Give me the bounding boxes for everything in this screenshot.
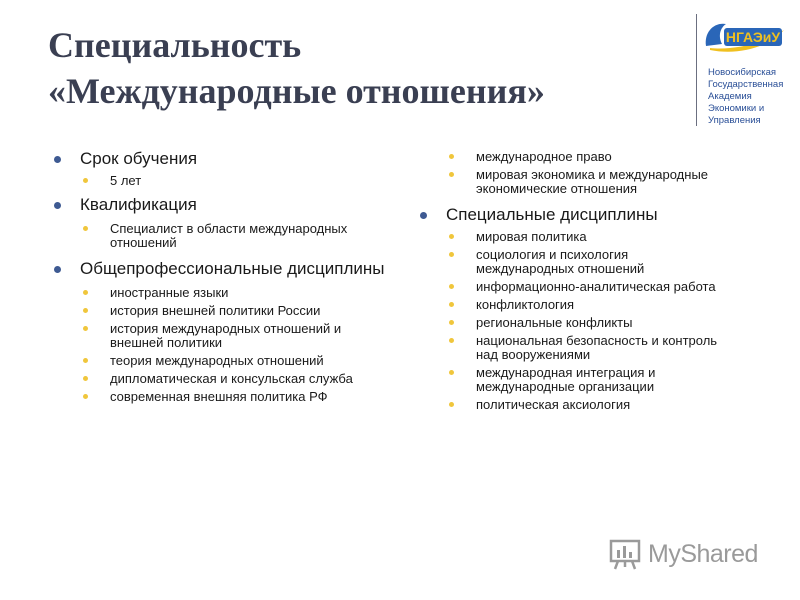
bullet-icon xyxy=(83,290,88,295)
slide-title-line-1: Специальность xyxy=(48,25,302,65)
section-study-duration xyxy=(54,150,394,168)
presentation-board-icon xyxy=(608,536,644,572)
section-special-disciplines xyxy=(420,206,720,224)
list-item xyxy=(420,366,720,394)
list-item-text: международное право xyxy=(476,149,612,164)
bullet-icon xyxy=(420,212,427,219)
bullet-icon xyxy=(83,178,88,183)
slide-title xyxy=(48,22,545,114)
list-item-text: мировая политика xyxy=(476,229,587,244)
bullet-icon xyxy=(83,394,88,399)
list-item xyxy=(420,398,720,412)
org-line: Государственная xyxy=(708,79,784,90)
org-line: Управления xyxy=(708,115,761,126)
list-item xyxy=(420,230,720,244)
list-item xyxy=(420,280,720,294)
bullet-icon xyxy=(449,172,454,177)
list-item xyxy=(420,298,720,312)
bullet-icon xyxy=(449,154,454,159)
svg-text:НГАЭиУ: НГАЭиУ xyxy=(725,29,781,45)
bullet-icon xyxy=(449,252,454,257)
org-line: Новосибирская xyxy=(708,67,776,78)
list-item-text: история международных отношений и внешней политики xyxy=(110,321,342,350)
list-item xyxy=(54,354,394,368)
section-label: Срок обучения xyxy=(80,149,198,168)
list-item-text: Специалист в области международных отношений xyxy=(110,221,348,250)
myshared-watermark xyxy=(608,536,768,572)
section-qualification xyxy=(54,196,394,214)
list-item xyxy=(54,222,394,250)
list-item-text: 5 лет xyxy=(110,173,142,188)
bullet-icon xyxy=(54,202,61,209)
list-item xyxy=(420,168,720,196)
bullet-icon xyxy=(449,302,454,307)
list-item xyxy=(54,372,394,386)
left-column xyxy=(54,150,394,408)
bullet-icon xyxy=(449,234,454,239)
bullet-icon xyxy=(449,284,454,289)
header-divider xyxy=(696,14,697,126)
list-item-text: история внешней политики России xyxy=(110,303,321,318)
org-line: Экономики и xyxy=(708,103,765,114)
bullet-icon xyxy=(54,156,61,163)
list-item-text: дипломатическая и консульская служба xyxy=(110,371,353,386)
bullet-icon xyxy=(83,326,88,331)
list-item-text: региональные конфликты xyxy=(476,315,633,330)
bullet-icon xyxy=(54,266,61,273)
watermark-text: MyShared xyxy=(648,540,758,568)
section-label: Квалификация xyxy=(80,195,197,214)
section-label: Специальные дисциплины xyxy=(446,205,658,224)
bullet-icon xyxy=(83,308,88,313)
right-column xyxy=(420,150,720,416)
list-item-text: международная интеграция и международные организации xyxy=(476,365,656,394)
academy-logo-icon xyxy=(700,16,788,56)
list-item xyxy=(420,334,720,362)
bullet-icon xyxy=(83,376,88,381)
section-general-disciplines xyxy=(54,260,394,278)
bullet-icon xyxy=(449,338,454,343)
bullet-icon xyxy=(449,402,454,407)
org-line: Академия xyxy=(708,91,752,102)
list-item-text: национальная безопасность и контроль над вооружениями xyxy=(476,333,718,362)
list-item-text: иностранные языки xyxy=(110,285,229,300)
list-item xyxy=(420,316,720,330)
list-item xyxy=(420,150,720,164)
bullet-icon xyxy=(83,226,88,231)
list-item-text: современная внешняя политика РФ xyxy=(110,389,328,404)
list-item-text: теория международных отношений xyxy=(110,353,324,368)
bullet-icon xyxy=(449,320,454,325)
slide-title-line-2: «Международные отношения» xyxy=(48,71,545,111)
list-item xyxy=(54,286,394,300)
bullet-icon xyxy=(449,370,454,375)
list-item-text: конфликтология xyxy=(476,297,575,312)
list-item-text: информационно-аналитическая работа xyxy=(476,279,716,294)
section-label: Общепрофессиональные дисциплины xyxy=(80,259,385,278)
list-item-text: политическая аксиология xyxy=(476,397,631,412)
list-item-text: социология и психология международных отношений xyxy=(476,247,645,276)
list-item xyxy=(420,248,720,276)
list-item xyxy=(54,322,394,350)
organization-name xyxy=(708,67,798,127)
bullet-icon xyxy=(83,358,88,363)
list-item xyxy=(54,174,394,188)
list-item-text: мировая экономика и международные экономические отношения xyxy=(476,167,709,196)
list-item xyxy=(54,390,394,404)
list-item xyxy=(54,304,394,318)
